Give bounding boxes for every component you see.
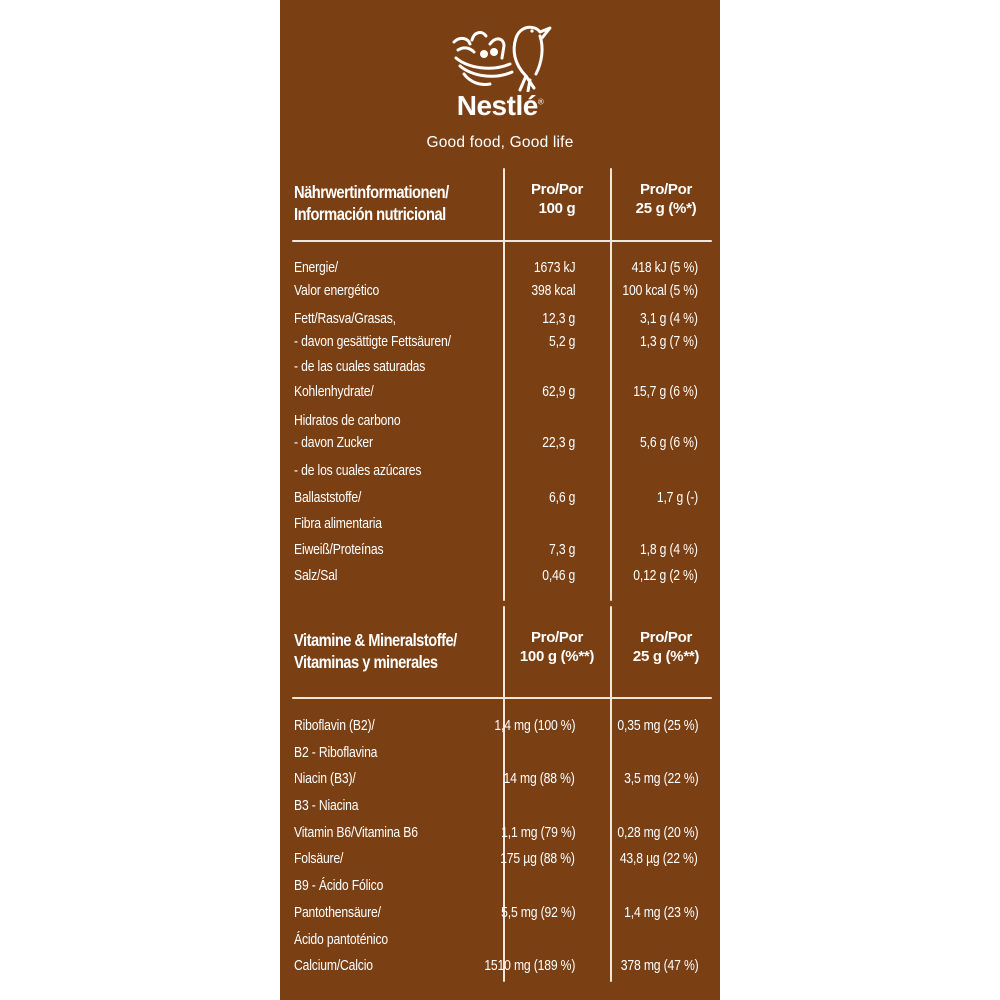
nutrition-label-panel xyxy=(280,0,720,1000)
row-label: - davon Zucker xyxy=(294,435,373,451)
value-per-100g: 12,3 g xyxy=(542,311,575,327)
value-per-25g: 0,28 mg (20 %) xyxy=(617,825,698,841)
table-row xyxy=(280,381,720,403)
value-per-100g: 1510 mg (189 %) xyxy=(484,958,575,974)
table-row xyxy=(280,875,720,897)
row-label: Ácido pantoténico xyxy=(294,932,388,948)
vitamins-section-title xyxy=(294,629,457,673)
value-per-25g: 100 kcal (5 %) xyxy=(622,283,698,299)
nestle-nest-logo-icon xyxy=(450,14,554,92)
row-label: Eiweiß/Proteínas xyxy=(294,542,384,558)
table-row xyxy=(280,822,720,844)
row-label: - davon gesättigte Fettsäuren/ xyxy=(294,334,451,350)
value-per-100g: 7,3 g xyxy=(548,542,575,558)
row-label: Riboflavin (B2)/ xyxy=(294,718,375,734)
row-label: Valor energético xyxy=(294,283,380,299)
value-per-25g: 1,7 g (-) xyxy=(656,490,698,506)
table-row xyxy=(280,432,720,454)
value-per-25g: 418 kJ (5 %) xyxy=(631,260,698,276)
table-row xyxy=(280,955,720,977)
nutrition-title-line-2: Información nutricional xyxy=(294,204,446,224)
vitamins-title-line-2: Vitaminas y minerales xyxy=(294,652,438,672)
table-row xyxy=(280,356,720,378)
value-per-100g: 6,6 g xyxy=(548,490,575,506)
value-per-100g: 5,5 mg (92 %) xyxy=(500,905,575,921)
value-per-100g: 1673 kJ xyxy=(533,260,575,276)
value-per-25g: 3,1 g (4 %) xyxy=(640,311,698,327)
row-label: Pantothensäure/ xyxy=(294,905,381,921)
brand-tagline: Good food, Good life xyxy=(426,134,574,151)
row-label: Energie/ xyxy=(294,260,339,276)
table-row xyxy=(280,257,720,279)
value-per-100g: 22,3 g xyxy=(542,435,575,451)
row-label: Niacin (B3)/ xyxy=(294,771,356,787)
value-per-100g: 1,4 mg (100 %) xyxy=(494,718,575,734)
header-rule xyxy=(292,240,712,242)
nutrition-title-line-1: Nährwertinformationen/ xyxy=(294,182,449,202)
row-label: B9 - Ácido Fólico xyxy=(294,878,384,894)
table-row xyxy=(280,715,720,737)
row-label: Folsäure/ xyxy=(294,851,344,867)
value-per-100g: 62,9 g xyxy=(542,384,575,400)
table-row xyxy=(280,848,720,870)
value-per-100g: 0,46 g xyxy=(542,568,575,584)
row-label: Ballaststoffe/ xyxy=(294,490,362,506)
value-per-100g: 175 µg (88 %) xyxy=(500,851,575,867)
table-row xyxy=(280,487,720,509)
table-row xyxy=(280,331,720,353)
value-per-25g: 43,8 µg (22 %) xyxy=(620,851,698,867)
header-rule xyxy=(292,697,712,699)
table-row xyxy=(280,280,720,302)
value-per-100g: 1,1 mg (79 %) xyxy=(500,825,575,841)
value-per-25g: 1,8 g (4 %) xyxy=(640,542,698,558)
value-per-25g: 1,3 g (7 %) xyxy=(640,334,698,350)
table-row xyxy=(280,742,720,764)
per-100g-column-header: Pro/Por 100 g xyxy=(530,181,584,217)
nutrition-section-title xyxy=(294,181,449,225)
column-divider xyxy=(610,606,612,982)
table-row xyxy=(280,768,720,790)
row-label: Salz/Sal xyxy=(294,568,338,584)
table-row xyxy=(280,795,720,817)
row-label: Calcium/Calcio xyxy=(294,958,373,974)
value-per-25g: 0,12 g (2 %) xyxy=(633,568,698,584)
vitamins-per-25g-column-header: Pro/Por 25 g (%**) xyxy=(632,629,700,665)
row-label: Fett/Rasva/Grasas, xyxy=(294,311,396,327)
table-row xyxy=(280,539,720,561)
value-per-25g: 3,5 mg (22 %) xyxy=(623,771,698,787)
row-label: Fibra alimentaria xyxy=(294,516,382,532)
row-label: Hidratos de carbono xyxy=(294,413,401,429)
row-label: B3 - Niacina xyxy=(294,798,359,814)
row-label: - de los cuales azúcares xyxy=(294,463,422,479)
column-divider xyxy=(503,606,505,982)
row-label: - de las cuales saturadas xyxy=(294,359,426,375)
value-per-25g: 0,35 mg (25 %) xyxy=(617,718,698,734)
table-row xyxy=(280,410,720,432)
value-per-100g: 14 mg (88 %) xyxy=(503,771,575,787)
value-per-25g: 1,4 mg (23 %) xyxy=(623,905,698,921)
per-25g-column-header: Pro/Por 25 g (%*) xyxy=(635,181,697,217)
vitamins-per-100g-column-header: Pro/Por 100 g (%**) xyxy=(519,629,595,665)
table-row xyxy=(280,929,720,951)
table-row xyxy=(280,513,720,535)
row-label: B2 - Riboflavina xyxy=(294,745,378,761)
row-label: Vitamin B6/Vitamina B6 xyxy=(294,825,418,841)
value-per-100g: 398 kcal xyxy=(530,283,575,299)
vitamins-title-line-1: Vitamine & Mineralstoffe/ xyxy=(294,630,457,650)
table-row xyxy=(280,308,720,330)
brand-wordmark: Nestlé® xyxy=(456,90,544,121)
value-per-25g: 378 mg (47 %) xyxy=(620,958,698,974)
table-row xyxy=(280,460,720,482)
value-per-25g: 5,6 g (6 %) xyxy=(640,435,698,451)
row-label: Kohlenhydrate/ xyxy=(294,384,374,400)
value-per-100g: 5,2 g xyxy=(548,334,575,350)
value-per-25g: 15,7 g (6 %) xyxy=(633,384,698,400)
table-row xyxy=(280,565,720,587)
table-row xyxy=(280,902,720,924)
